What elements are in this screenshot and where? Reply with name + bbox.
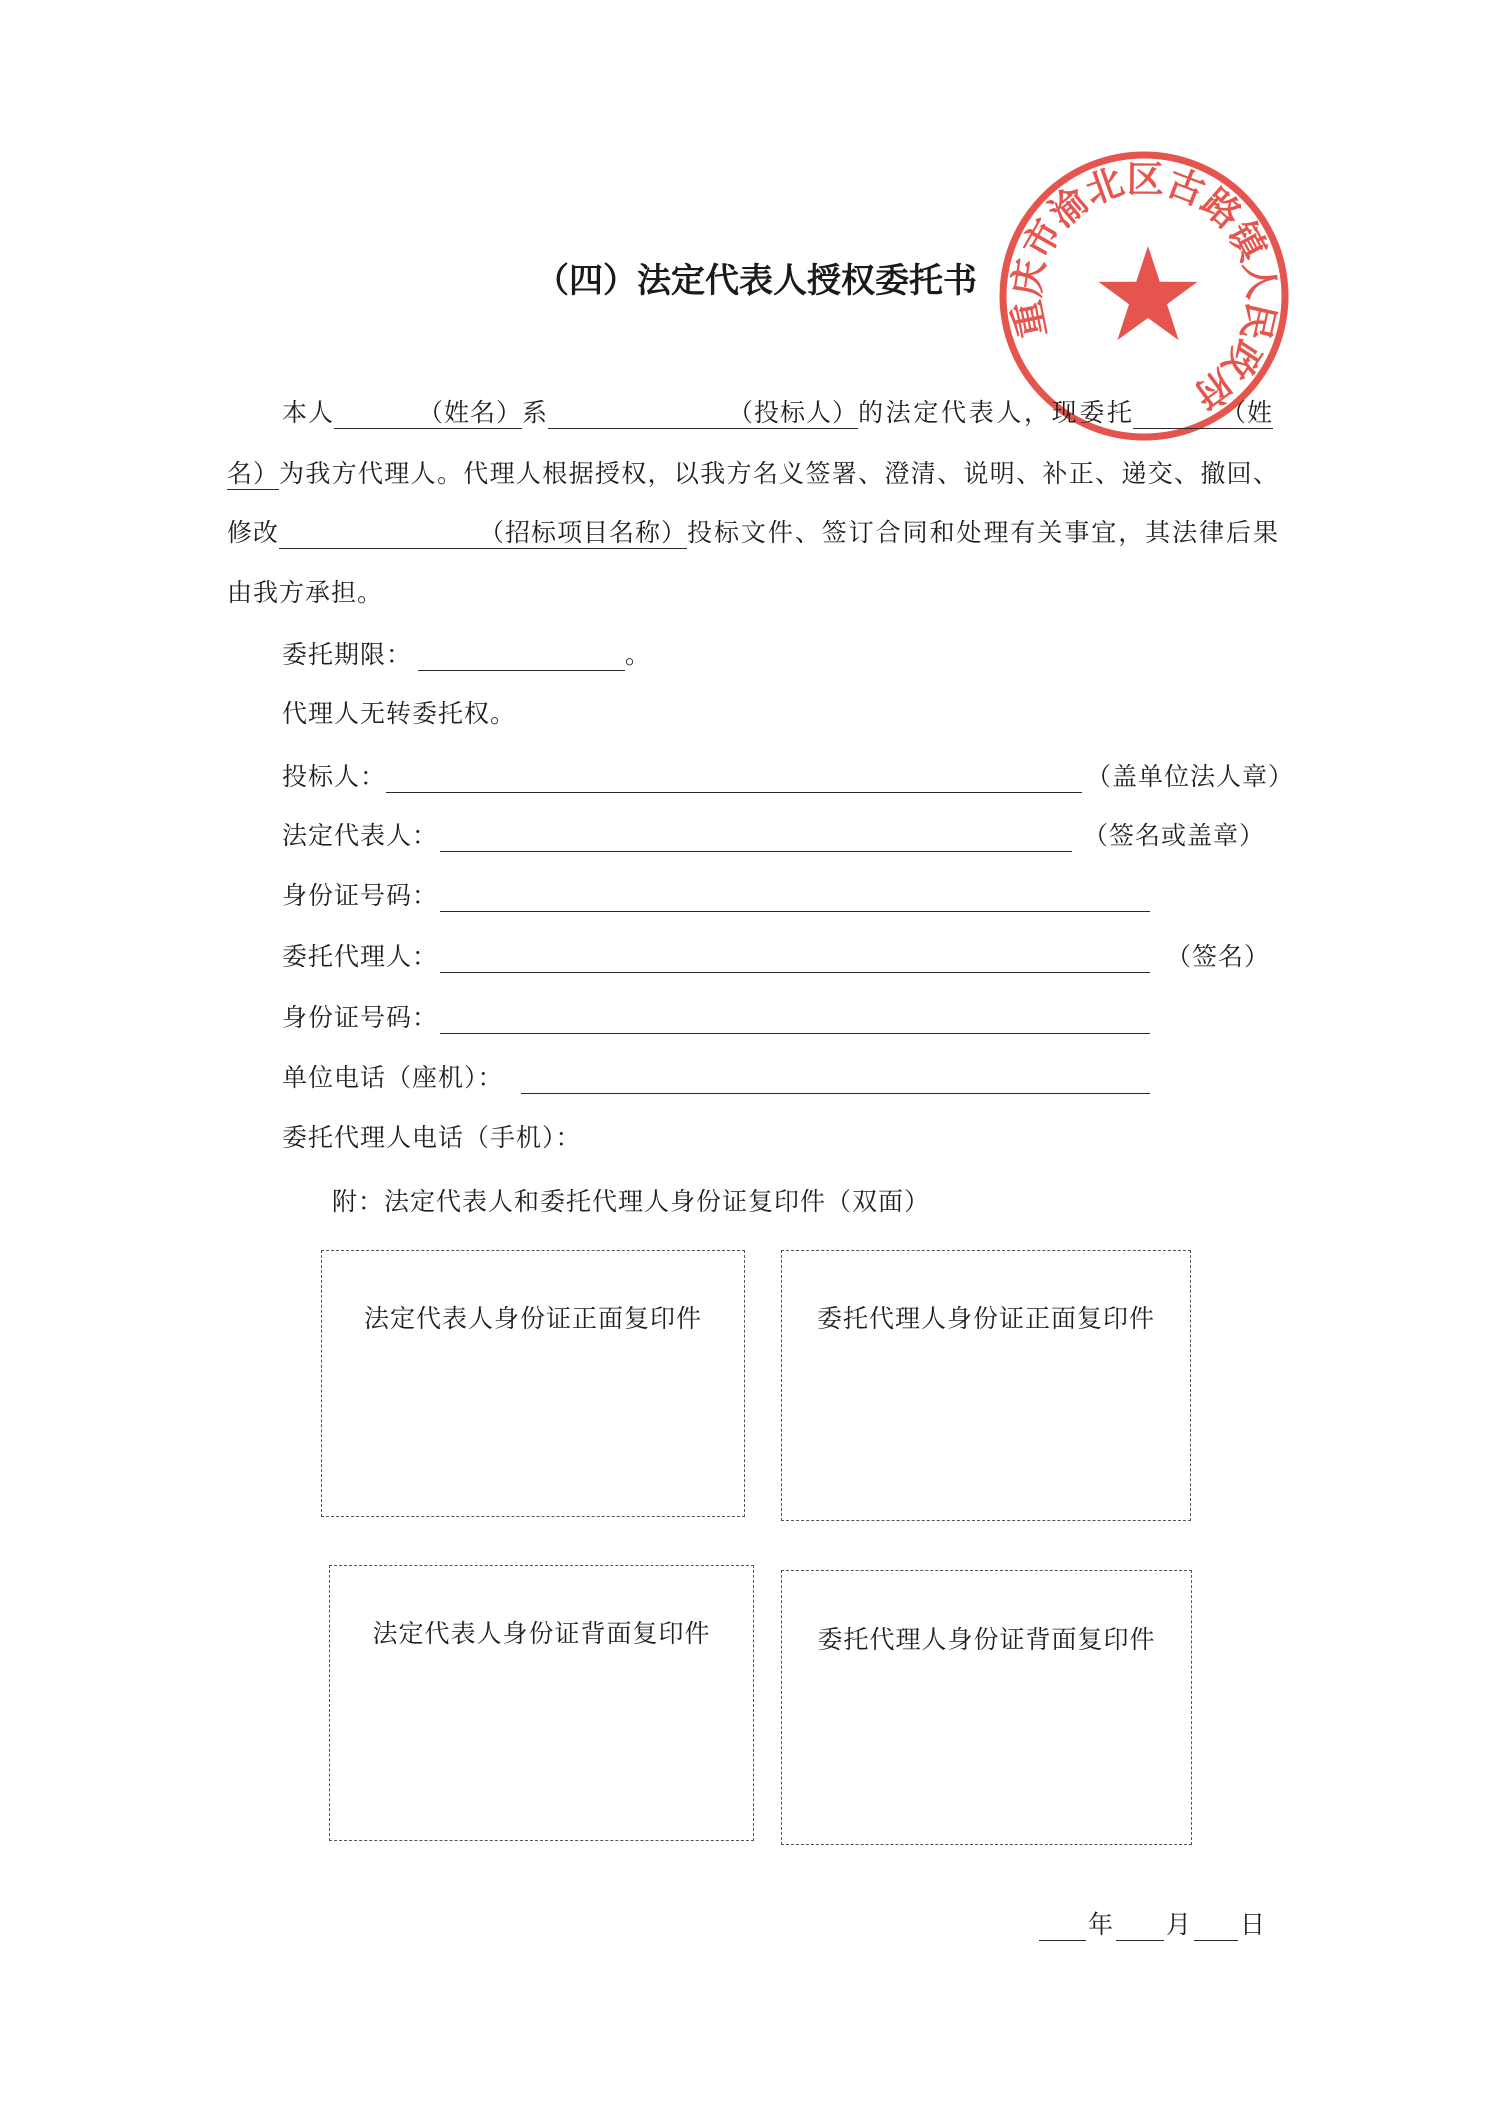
blank-space bbox=[1039, 1932, 1086, 1933]
blank-space bbox=[521, 1085, 1150, 1086]
bidder-note: （盖单位法人章） bbox=[1086, 762, 1295, 791]
blank-space bbox=[279, 540, 479, 541]
month-label: 月 bbox=[1166, 1910, 1193, 1939]
legal-rep-field bbox=[440, 821, 1072, 852]
paragraph-text: 代理人无转委托权。 bbox=[282, 699, 517, 728]
agent-id-row bbox=[282, 1001, 1150, 1035]
agent-phone-label: 委托代理人电话（手机）： bbox=[282, 1123, 582, 1152]
project-hint: （招标项目名称） bbox=[479, 518, 688, 547]
blank-space bbox=[1133, 420, 1221, 421]
agent-id-field bbox=[440, 1003, 1150, 1034]
blank-space bbox=[334, 420, 418, 421]
legal-rep-id-label: 身份证号码： bbox=[282, 881, 439, 910]
legal-rep-note: （签名或盖章） bbox=[1083, 821, 1266, 850]
unit-phone-field bbox=[521, 1063, 1150, 1094]
bidder-hint: （投标人） bbox=[728, 398, 859, 427]
paragraph-text: 投标文件、签订合同和处理有关事宜，其法律后果 bbox=[687, 518, 1279, 547]
blank-space bbox=[440, 843, 1072, 844]
bidder-blank bbox=[548, 398, 858, 429]
bidder-row bbox=[282, 760, 1294, 794]
paragraph-line-3 bbox=[227, 516, 1279, 550]
name-hint: （姓名） bbox=[418, 398, 523, 427]
agent-field bbox=[440, 942, 1150, 973]
blank-space bbox=[1116, 1932, 1164, 1933]
paragraph-text: 的法定代表人，现委托 bbox=[858, 398, 1133, 427]
principal-name-blank bbox=[334, 398, 522, 429]
year-label: 年 bbox=[1088, 1910, 1115, 1939]
attachment-heading: 附：法定代表人和委托代理人身份证复印件（双面） bbox=[332, 1187, 931, 1216]
bidder-field bbox=[386, 762, 1082, 793]
box-label: 法定代表人身份证正面复印件 bbox=[363, 1304, 702, 1333]
term-label: 委托期限： bbox=[282, 640, 413, 669]
id-front-agent-box bbox=[781, 1250, 1191, 1521]
agent-note: （签名） bbox=[1166, 942, 1271, 971]
agent-label: 委托代理人： bbox=[282, 942, 439, 971]
box-label: 委托代理人身份证背面复印件 bbox=[817, 1625, 1156, 1654]
blank-space bbox=[418, 662, 625, 663]
blank-space bbox=[440, 964, 1150, 965]
legal-rep-row bbox=[282, 819, 1265, 853]
agent-phone-row bbox=[282, 1121, 582, 1155]
id-back-agent-box bbox=[781, 1570, 1192, 1845]
day-blank bbox=[1194, 1910, 1238, 1941]
blank-space bbox=[386, 784, 1082, 785]
legal-rep-id-field bbox=[440, 881, 1150, 912]
agent-name-hint: （姓 bbox=[1220, 398, 1273, 427]
star-icon bbox=[1099, 246, 1198, 340]
paragraph-line-4 bbox=[227, 576, 383, 610]
agent-name-blank bbox=[1133, 398, 1273, 429]
agent-name-hint: 名） bbox=[227, 459, 280, 488]
id-back-legal-rep-box bbox=[329, 1565, 754, 1841]
legal-rep-id-row bbox=[282, 879, 1150, 913]
paragraph-text: 系 bbox=[522, 398, 549, 427]
agent-row bbox=[282, 940, 1270, 974]
bidder-label: 投标人： bbox=[282, 762, 387, 791]
blank-space bbox=[440, 903, 1150, 904]
box-label: 法定代表人身份证背面复印件 bbox=[372, 1619, 711, 1648]
unit-phone-row bbox=[282, 1061, 1150, 1095]
box-label: 委托代理人身份证正面复印件 bbox=[816, 1304, 1155, 1333]
month-blank bbox=[1116, 1910, 1164, 1941]
paragraph-line-2 bbox=[227, 457, 1279, 491]
agent-id-label: 身份证号码： bbox=[282, 1003, 439, 1032]
attachment-heading-row bbox=[332, 1185, 930, 1219]
paragraph-text: 本人 bbox=[282, 398, 335, 427]
paragraph-text: 为我方代理人。代理人根据授权，以我方名义签署、澄清、说明、补正、递交、撤回、 bbox=[279, 459, 1279, 488]
date-row bbox=[1039, 1908, 1266, 1942]
paragraph-text: 修改 bbox=[227, 518, 280, 547]
term-blank bbox=[418, 640, 625, 671]
project-name-blank bbox=[279, 518, 687, 549]
paragraph-text: 由我方承担。 bbox=[227, 578, 384, 607]
no-subdelegation-note bbox=[282, 697, 516, 731]
term-row bbox=[282, 638, 651, 672]
blank-space bbox=[440, 1025, 1150, 1026]
paragraph-line-1 bbox=[282, 396, 1273, 430]
page-title: （四）法定代表人授权委托书 bbox=[535, 261, 977, 301]
term-end: 。 bbox=[625, 640, 652, 669]
blank-space bbox=[1194, 1932, 1238, 1933]
day-label: 日 bbox=[1240, 1910, 1267, 1939]
legal-rep-label: 法定代表人： bbox=[282, 821, 439, 850]
blank-space bbox=[548, 420, 728, 421]
seal-text: 重庆市渝北区古路镇人民政府 bbox=[1004, 157, 1284, 418]
agent-name-blank-end bbox=[227, 459, 279, 490]
unit-phone-label: 单位电话（座机）： bbox=[282, 1063, 504, 1092]
id-front-legal-rep-box bbox=[321, 1250, 745, 1517]
year-blank bbox=[1039, 1910, 1086, 1941]
